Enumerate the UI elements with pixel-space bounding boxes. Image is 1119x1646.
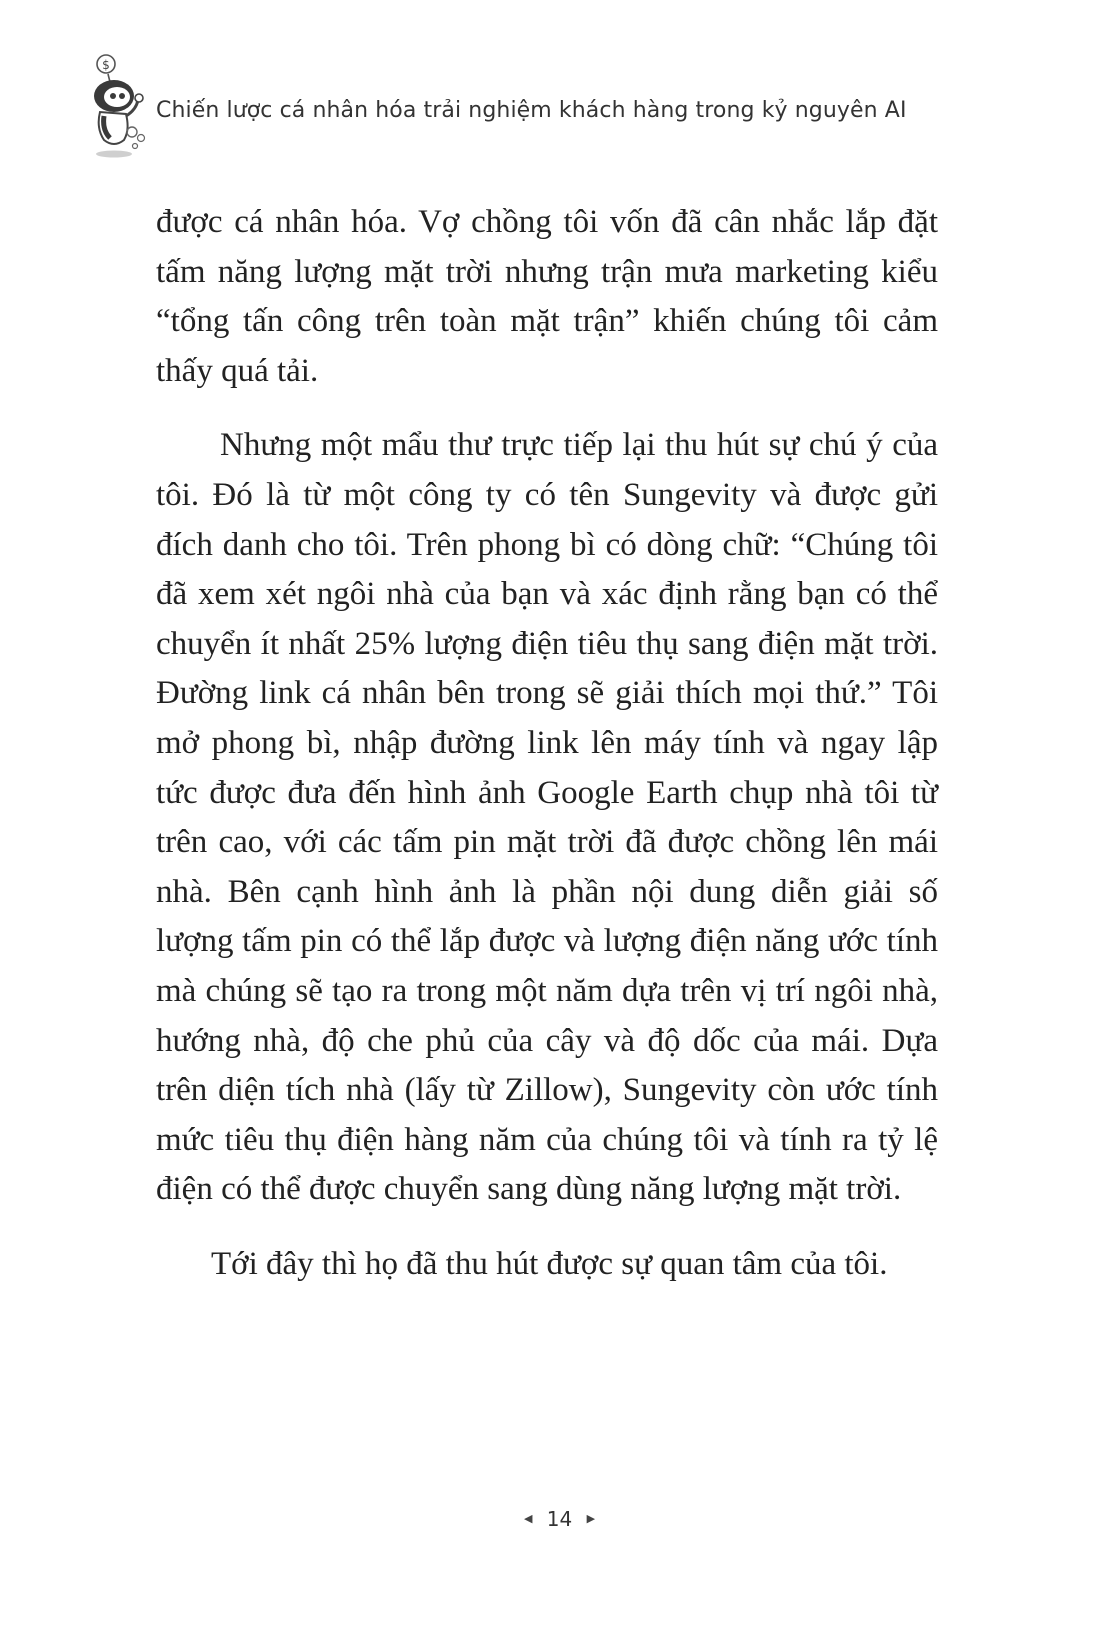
page-footer xyxy=(0,1505,1119,1531)
svg-text:$: $ xyxy=(102,58,110,72)
robot-mascot-icon xyxy=(86,50,152,162)
paragraph: Nhưng một mẩu thư trực tiếp lại thu hút sự chú ý của tôi. Đó là từ một công ty có tên Sungevity và được gửi đích danh cho tôi. Trên phong bì có dòng chữ: “Chúng tôi đã xem xét ngôi nhà của bạn và xác định rằng bạn có thể chuyển ít nhất 25% lượng điện tiêu thụ sang điện mặt trời. Đường link cá nhân bên trong sẽ giải thích mọi thứ.” Tôi mở phong bì, nhập đường link lên máy tính và ngay lập tức được đưa đến hình ảnh Google Earth chụp nhà tôi từ trên cao, với các tấm pin mặt trời đã được chồng lên mái nhà. Bên cạnh hình ảnh là phần nội dung diễn giải số lượng tấm pin có thể lắp được và lượng điện năng ước tính mà chúng sẽ tạo ra trong một năm dựa trên vị trí ngôi nhà, hướng nhà, độ che phủ của cây và độ dốc của mái. Dựa trên diện tích nhà (lấy từ Zillow), Sungevity còn ước tính mức tiêu thụ điện hàng năm của chúng tôi và tính ra tỷ lệ điện có thể được chuyển sang dùng năng lượng mặt trời. xyxy=(156,427,938,1208)
page-number: 14 xyxy=(546,1506,573,1531)
page-header xyxy=(86,50,1046,170)
triangle-left-icon: ◀ xyxy=(523,1512,533,1525)
paragraph: được cá nhân hóa. Vợ chồng tôi vốn đã cân nhắc lắp đặt tấm năng lượng mặt trời nhưng trận mưa marketing kiểu “tổng tấn công trên toàn mặt trận” khiến chúng tôi cảm thấy quá tải. xyxy=(156,204,938,389)
triangle-right-icon: ▶ xyxy=(586,1512,596,1525)
paragraph: Tới đây thì họ đã thu hút được sự quan tâm của tôi. xyxy=(211,1245,888,1282)
body-text xyxy=(156,198,938,1289)
running-title: Chiến lược cá nhân hóa trải nghiệm khách hàng trong kỷ nguyên AI xyxy=(156,98,907,123)
